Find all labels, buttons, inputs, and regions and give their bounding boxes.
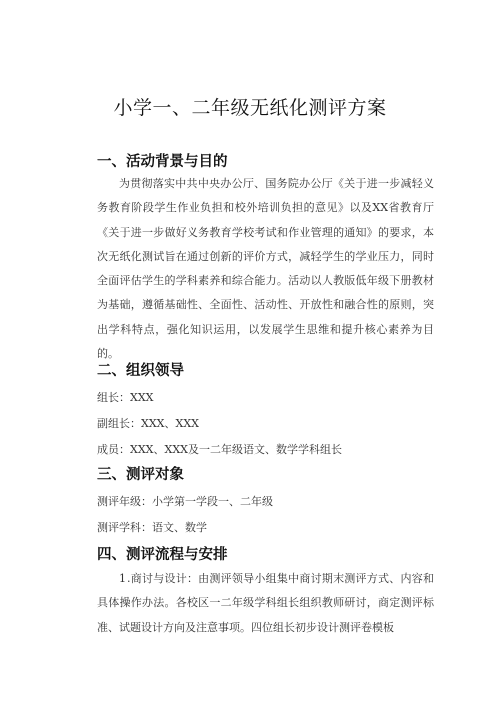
org-deputy-line: 副组长：XXX、XXX [97,417,199,430]
org-leader-line: 组长：XXX [97,391,154,404]
document-title: 小学一、二年级无纸化测评方案 [113,97,387,119]
section-paragraph-background: 为贯彻落实中共中央办公厅、国务院办公厅《关于进一步减轻义务教育阶段学生作业负担和校外培训负担的意见》以及XX省教育厅《关于进一步做好义务教育学校考试和作业管理的通知》的要求，本次无纸化测试旨在通过创新的评价方式，减轻学生的学业压力，同时全面评估学生的学科素养和综合能力。活动以人教版低年级下册教材为基础，遵循基础性、全面性、活动性、开放性和融合性的原则，突出学科特点，强化知识运用，以发展学生思维和提升核心素养为目的。 [97,177,434,361]
section-heading-organization: 二、组织领导 [97,363,184,379]
process-item-1 [97,567,434,640]
section-heading-process: 四、测评流程与安排 [97,547,228,563]
section-heading-target: 三、测评对象 [97,467,184,483]
process-item-text: .商讨与设计：由测评领导小组集中商讨期末测评方式、内容和具体操作办法。各校区一二年级学科组长组织教师研讨，商定测评标准、试题设计方向及注意事项。四位组长初步设计测评卷模板 [97,572,434,634]
target-grade-line: 测评年级：小学第一学段一、二年级 [97,495,273,508]
org-members-line: 成员：XXX、XXX及一二年级语文、数学学科组长 [97,443,342,456]
target-subject-line: 测评学科：语文、数学 [97,521,207,534]
process-item-number: 1 [119,572,126,585]
section-heading-background: 一、活动背景与目的 [97,154,228,170]
